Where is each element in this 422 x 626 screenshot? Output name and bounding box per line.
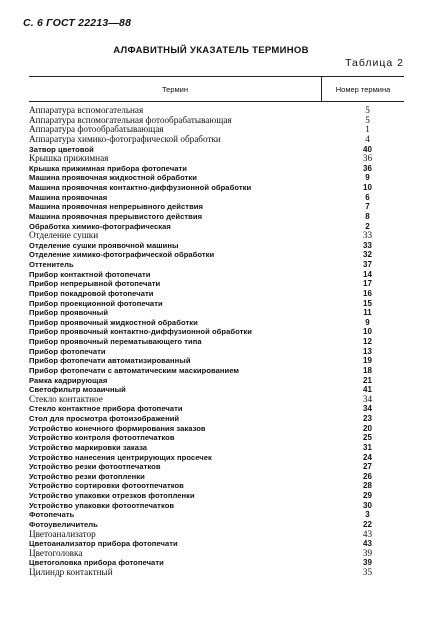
term-cell: Машина проявочная — [29, 192, 108, 202]
term-number-cell: 43 — [362, 528, 373, 539]
term-number-cell: 27 — [363, 462, 372, 472]
term-cell: Прибор проекционной фотопечати — [29, 298, 163, 308]
table-row — [29, 212, 404, 222]
terms-table — [29, 76, 404, 578]
table-row — [29, 154, 404, 164]
table-row — [29, 520, 404, 530]
table-header — [29, 77, 404, 101]
column-header-term: Термин — [162, 84, 188, 94]
term-number-cell: 21 — [363, 375, 372, 385]
table-row — [29, 568, 404, 578]
term-number-cell: 15 — [363, 298, 372, 308]
table-row — [29, 145, 404, 155]
index-title: АЛФАВИТНЫЙ УКАЗАТЕЛЬ ТЕРМИНОВ — [113, 45, 309, 56]
term-cell: Прибор покадровой фотопечати — [29, 288, 154, 298]
term-cell: Светофильтр мозаичный — [29, 385, 126, 395]
term-cell: Цветоголовка — [29, 548, 83, 558]
table-row — [29, 395, 404, 405]
term-cell: Оттенитель — [29, 260, 74, 269]
term-number-cell: 36 — [362, 153, 373, 164]
term-cell: Крышка прижимная — [29, 154, 109, 164]
term-number-cell: 23 — [363, 414, 372, 423]
term-cell: Прибор проявочный перематывающего типа — [29, 337, 202, 346]
term-number-cell: 39 — [362, 547, 373, 558]
table-row — [29, 385, 404, 395]
term-number-cell: 17 — [363, 279, 372, 289]
term-cell: Прибор фотопечати с автоматическим маскированием — [29, 365, 240, 375]
term-number-cell: 3 — [365, 510, 370, 520]
term-cell: Крышка прижимная прибора фотопечати — [29, 163, 187, 173]
term-number-cell: 10 — [363, 183, 372, 192]
table-row — [29, 481, 404, 491]
table-row — [29, 376, 404, 386]
page-header: С. 6 ГОСТ 22213—88 — [23, 17, 132, 29]
term-number-cell: 31 — [363, 442, 372, 452]
term-number-cell: 20 — [363, 423, 372, 433]
table-row — [29, 443, 404, 453]
term-number-cell: 37 — [363, 260, 372, 269]
table-row — [29, 164, 404, 174]
term-number-cell: 9 — [365, 317, 370, 327]
term-cell: Фотопечать — [29, 510, 75, 520]
term-cell: Аппаратура фотообрабатывающая — [29, 125, 164, 135]
table-row — [29, 173, 404, 183]
term-cell: Устройство нанесения центрирующих просечек — [29, 452, 212, 462]
term-number-cell: 18 — [363, 365, 372, 375]
table-row — [29, 347, 404, 357]
table-row — [29, 299, 404, 309]
table-row — [29, 279, 404, 289]
table-row — [29, 308, 404, 318]
table-row — [29, 558, 404, 568]
term-number-cell: 24 — [363, 452, 372, 462]
table-row — [29, 501, 404, 511]
table-label: Таблица 2 — [345, 57, 404, 69]
table-row — [29, 318, 404, 328]
term-number-cell: 6 — [365, 192, 370, 202]
term-cell: Машина проявочная жидкостной обработки — [29, 173, 198, 183]
term-number-cell: 34 — [362, 393, 373, 404]
table-row — [29, 510, 404, 520]
table-row — [29, 202, 404, 212]
term-cell: Устройство маркировки заказа — [29, 442, 148, 452]
table-row — [29, 424, 404, 434]
term-number-cell: 35 — [362, 567, 373, 577]
term-number-cell: 13 — [363, 346, 372, 356]
term-cell: Прибор контактной фотопечати — [29, 269, 151, 279]
term-cell: Устройство резки фотоотпечатков — [29, 462, 161, 472]
term-cell: Аппаратура химико-фотографической обработки — [29, 134, 221, 144]
term-cell: Аппаратура вспомогательная фотообрабатывающая — [29, 115, 232, 125]
term-number-cell: 33 — [362, 230, 373, 241]
term-cell: Устройство контроля фотоотпечатков — [29, 433, 175, 443]
term-cell: Машина проявочная непрерывного действия — [29, 202, 203, 212]
term-cell: Машина проявочная прерывистого действия — [29, 211, 203, 221]
table-row — [29, 106, 404, 116]
term-cell: Цветоанализатор — [29, 529, 96, 539]
table-row — [29, 116, 404, 126]
table-row — [29, 183, 404, 193]
term-number-cell: 14 — [363, 269, 372, 279]
table-row — [29, 270, 404, 280]
table-row — [29, 337, 404, 347]
term-number-cell: 4 — [365, 133, 370, 144]
table-row — [29, 356, 404, 366]
term-number-cell: 16 — [363, 288, 372, 298]
table-row — [29, 549, 404, 559]
table-row — [29, 491, 404, 501]
term-cell: Машина проявочная контактно-диффузионной обработки — [29, 183, 252, 192]
table-row — [29, 453, 404, 463]
term-number-cell: 19 — [363, 356, 372, 366]
table-row — [29, 193, 404, 203]
term-number-cell: 32 — [363, 250, 372, 260]
term-cell: Прибор проявочный — [29, 308, 109, 318]
term-number-cell: 2 — [365, 221, 370, 231]
table-row — [29, 327, 404, 337]
table-row — [29, 250, 404, 260]
term-number-cell: 1 — [365, 124, 370, 135]
term-cell: Затвор цветовой — [29, 144, 94, 154]
term-number-cell: 34 — [363, 404, 372, 414]
term-number-cell: 22 — [363, 519, 372, 529]
table-body — [29, 106, 404, 578]
term-cell: Устройство резки фотопленки — [29, 471, 145, 481]
term-cell: Прибор проявочный контактно-диффузионной обработки — [29, 327, 252, 337]
term-number-cell: 8 — [365, 211, 370, 221]
term-cell: Прибор непрерывной фотопечати — [29, 279, 161, 289]
table-row — [29, 289, 404, 299]
term-number-cell: 33 — [363, 240, 372, 250]
term-number-cell: 29 — [363, 491, 372, 500]
table-row — [29, 414, 404, 424]
term-cell: Устройство упаковки отрезков фотопленки — [29, 491, 195, 500]
term-cell: Прибор фотопечати — [29, 346, 106, 356]
term-number-cell: 12 — [363, 337, 372, 346]
column-header-number: Номер термина — [321, 77, 404, 101]
term-cell: Устройство сортировки фотоотпечатков — [29, 481, 184, 491]
term-number-cell: 25 — [363, 433, 372, 443]
term-number-cell: 10 — [363, 327, 372, 337]
term-cell: Стекло контактное прибора фотопечати — [29, 404, 183, 414]
table-row — [29, 125, 404, 135]
term-cell: Аппаратура вспомогательная — [29, 106, 144, 115]
term-cell: Цветоанализатор прибора фотопечати — [29, 539, 178, 549]
table-row — [29, 530, 404, 540]
table-row — [29, 472, 404, 482]
term-number-cell: 43 — [363, 539, 372, 549]
term-cell: Рамка кадрирующая — [29, 375, 108, 385]
term-cell: Отделение химико-фотографической обработки — [29, 250, 215, 260]
table-row — [29, 241, 404, 251]
table-header-rule — [29, 101, 404, 102]
table-row — [29, 433, 404, 443]
term-number-cell: 26 — [363, 471, 372, 481]
table-row — [29, 404, 404, 414]
term-cell: Устройство упаковки фотоотпечатков — [29, 500, 175, 510]
table-row — [29, 539, 404, 549]
term-number-cell: 40 — [363, 144, 372, 154]
term-number-cell: 7 — [365, 202, 370, 212]
term-cell: Прибор проявочный жидкостной обработки — [29, 317, 198, 327]
term-number-cell: 30 — [363, 500, 372, 510]
term-cell: Обработка химико-фотографическая — [29, 221, 171, 231]
term-cell: Прибор фотопечати автоматизированный — [29, 356, 191, 366]
table-row — [29, 366, 404, 376]
term-number-cell: 39 — [363, 558, 372, 568]
term-cell: Цилиндр контактный — [29, 568, 113, 577]
term-number-cell: 36 — [363, 163, 372, 173]
term-cell: Стол для просмотра фотоизображений — [29, 414, 180, 423]
term-cell: Отделение сушки — [29, 231, 99, 241]
term-number-cell: 5 — [365, 105, 370, 115]
term-number-cell: 5 — [365, 114, 370, 125]
term-cell: Стекло контактное — [29, 394, 103, 404]
table-row — [29, 462, 404, 472]
table-row — [29, 231, 404, 241]
table-row — [29, 135, 404, 145]
table-row — [29, 260, 404, 270]
table-row — [29, 222, 404, 232]
term-number-cell: 11 — [363, 308, 372, 318]
term-cell: Устройство конечного формирования заказов — [29, 423, 206, 433]
term-cell: Цветоголовка прибора фотопечати — [29, 558, 164, 568]
term-number-cell: 9 — [365, 173, 370, 183]
term-cell: Фотоувеличитель — [29, 519, 98, 529]
term-number-cell: 28 — [363, 481, 372, 491]
term-cell: Отделение сушки проявочной машины — [29, 240, 179, 250]
term-number-cell: 41 — [363, 385, 372, 395]
